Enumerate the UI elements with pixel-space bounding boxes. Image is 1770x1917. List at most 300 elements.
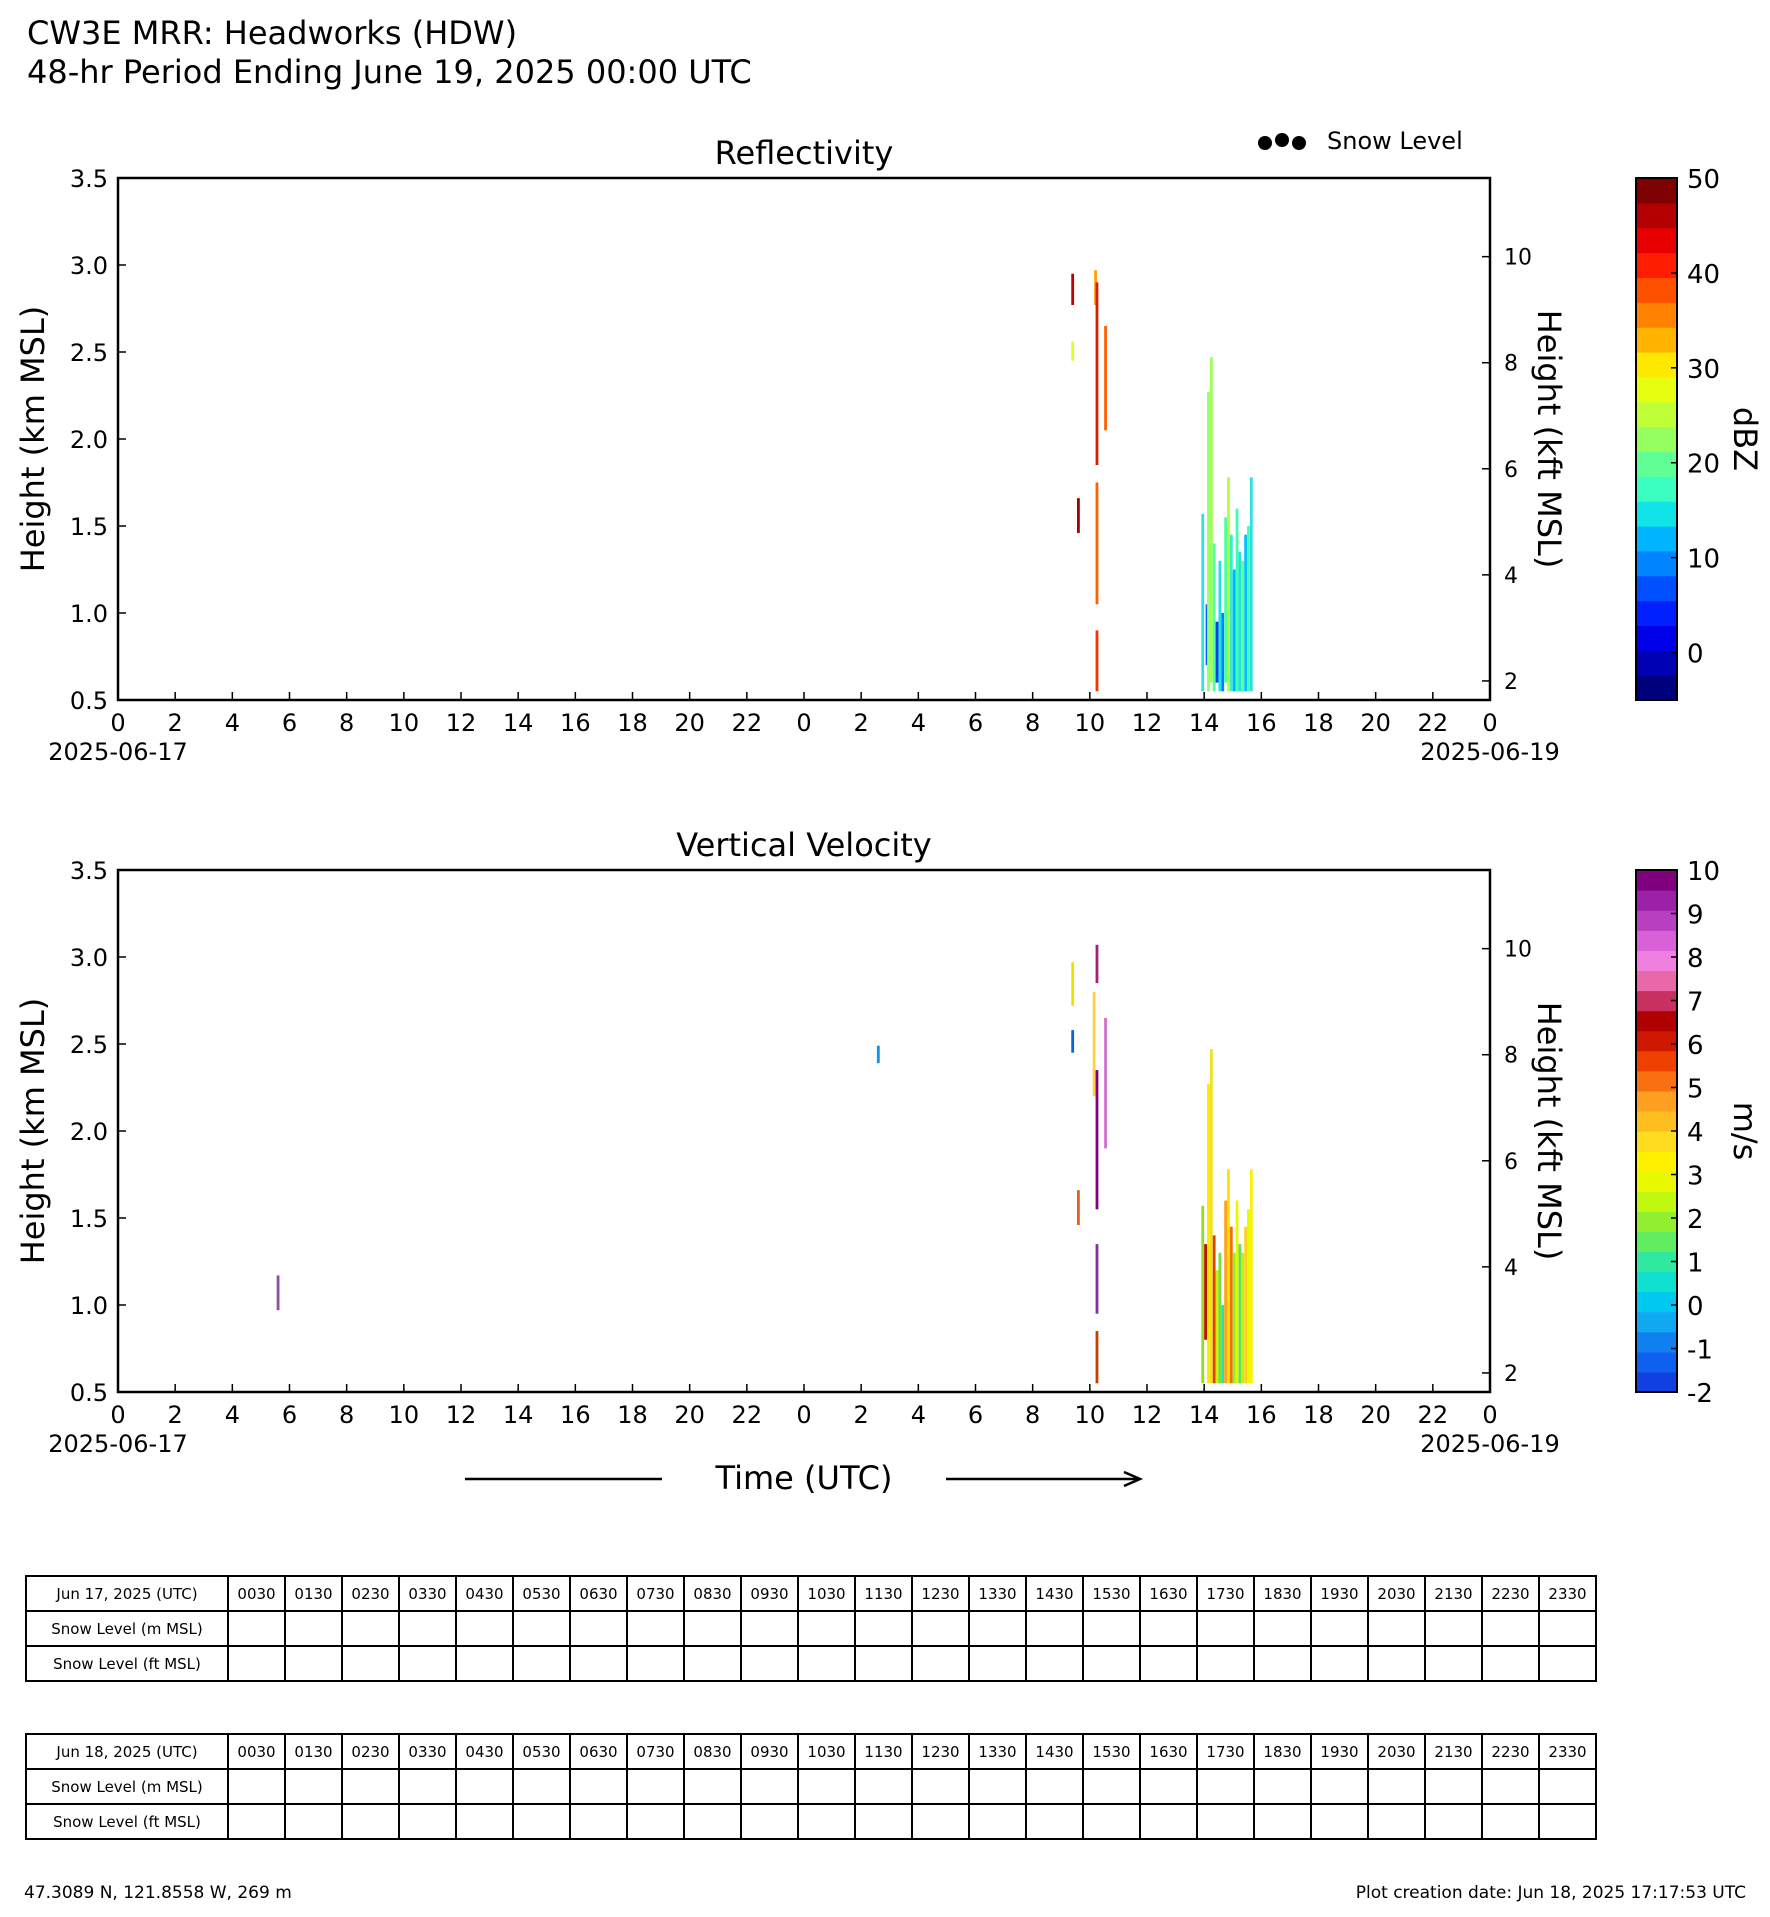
refl-colorbar-band	[1636, 551, 1677, 576]
table-cell	[1539, 1804, 1596, 1839]
vvel-xtick-label: 6	[281, 1401, 298, 1429]
table-cell	[1197, 1646, 1254, 1681]
reflectivity-panel	[14, 134, 1764, 766]
refl-colorbar-tick-label: 0	[1687, 639, 1704, 670]
table-cell	[228, 1769, 285, 1804]
table-cell	[684, 1804, 741, 1839]
refl-ytick-label: 3.5	[69, 165, 108, 193]
snow-level-marker	[1275, 133, 1289, 147]
table-cell	[798, 1611, 855, 1646]
table-cell	[285, 1646, 342, 1681]
vvel-ytick-right-label: 8	[1504, 1043, 1518, 1069]
table-cell	[912, 1646, 969, 1681]
table-time-header: 1530	[1083, 1576, 1140, 1611]
table-time-header: 1730	[1197, 1576, 1254, 1611]
refl-xtick-label: 0	[796, 709, 812, 737]
vvel-colorbar-band	[1636, 970, 1677, 991]
vvel-colorbar-tick-label: 1	[1687, 1248, 1704, 1279]
vvel-colorbar-band	[1636, 1272, 1677, 1293]
vvel-start-date: 2025-06-17	[48, 1430, 188, 1458]
refl-xtick-label: 2	[167, 709, 183, 737]
table-cell	[456, 1646, 513, 1681]
refl-colorbar-band	[1636, 352, 1677, 377]
refl-xtick-label: 0	[1482, 709, 1498, 737]
table-cell	[342, 1769, 399, 1804]
table-cell	[456, 1804, 513, 1839]
vvel-colorbar-band	[1636, 1031, 1677, 1052]
refl-ytick-right-label: 4	[1504, 563, 1518, 589]
table-cell	[1368, 1611, 1425, 1646]
table-cell	[1140, 1646, 1197, 1681]
table-time-header: 0430	[456, 1734, 513, 1769]
vvel-xtick-label: 10	[388, 1401, 420, 1429]
table-cell	[855, 1646, 912, 1681]
refl-echo-segment	[1201, 514, 1204, 691]
table-cell	[741, 1804, 798, 1839]
table-cell	[1083, 1804, 1140, 1839]
vvel-ytick-label: 3.0	[69, 944, 108, 972]
table-cell	[1197, 1611, 1254, 1646]
vvel-colorbar-band	[1636, 1312, 1677, 1333]
vvel-xtick-label: 12	[1131, 1401, 1163, 1429]
vvel-echo-segment	[1213, 1235, 1216, 1383]
refl-colorbar-tick-label: 50	[1687, 165, 1721, 195]
table-cell	[1254, 1769, 1311, 1804]
table-cell	[399, 1646, 456, 1681]
refl-colorbar-band	[1636, 451, 1677, 476]
vvel-panel-title: Vertical Velocity	[676, 826, 932, 864]
table-cell	[1026, 1804, 1083, 1839]
vvel-colorbar-tick-label: -2	[1687, 1379, 1713, 1409]
vvel-ytick-label: 2.0	[69, 1118, 108, 1146]
table-row-label: Snow Level (m MSL)	[26, 1769, 228, 1804]
table-cell	[1254, 1646, 1311, 1681]
vvel-echo-segment	[877, 1046, 880, 1063]
table-cell	[1083, 1611, 1140, 1646]
vvel-colorbar-band	[1636, 1171, 1677, 1192]
refl-colorbar-band	[1636, 576, 1677, 601]
table-cell	[969, 1769, 1026, 1804]
refl-echo-segment	[1250, 477, 1253, 691]
table-cell	[1482, 1646, 1539, 1681]
vvel-echo-segment	[1096, 945, 1099, 983]
snow-level-marker	[1292, 136, 1306, 150]
table-cell	[399, 1769, 456, 1804]
refl-xtick-label: 0	[110, 709, 126, 737]
vvel-ytick-right-label: 2	[1504, 1361, 1518, 1387]
figure-subtitle: 48-hr Period Ending June 19, 2025 00:00 UTC	[27, 53, 752, 91]
vvel-ytick-label: 1.0	[69, 1292, 108, 1320]
vvel-colorbar-band	[1636, 1151, 1677, 1172]
refl-xtick-label: 20	[674, 709, 705, 737]
table-cell	[1140, 1769, 1197, 1804]
table-cell	[1482, 1611, 1539, 1646]
table-cell	[1539, 1769, 1596, 1804]
vvel-xtick-label: 8	[1025, 1401, 1041, 1429]
refl-echo-segment	[1096, 630, 1099, 691]
refl-colorbar-band	[1636, 650, 1677, 675]
refl-end-date: 2025-06-19	[1420, 738, 1560, 766]
vvel-xtick-label: 0	[1482, 1401, 1498, 1429]
vvel-xtick-label: 10	[1074, 1401, 1106, 1429]
vvel-colorbar-tick-label: 0	[1687, 1292, 1704, 1322]
table-time-header: 0030	[228, 1576, 285, 1611]
vvel-echo-segment	[1201, 1206, 1204, 1383]
table-time-header: 0430	[456, 1576, 513, 1611]
refl-ytick-right-label: 6	[1504, 457, 1518, 483]
table-time-header: 1430	[1026, 1734, 1083, 1769]
table-time-header: 2330	[1539, 1734, 1596, 1769]
vvel-colorbar-tick-label: 3	[1687, 1161, 1704, 1192]
table-time-header: 1830	[1254, 1576, 1311, 1611]
table-cell	[1254, 1804, 1311, 1839]
snow-level-legend-label: Snow Level	[1327, 127, 1463, 155]
table-cell	[1368, 1804, 1425, 1839]
refl-colorbar-band	[1636, 675, 1677, 700]
refl-echo-segment	[1241, 561, 1244, 692]
table-time-header: 0730	[627, 1576, 684, 1611]
vvel-end-date: 2025-06-19	[1420, 1430, 1560, 1458]
vvel-colorbar-band	[1636, 1131, 1677, 1152]
refl-colorbar-band	[1636, 302, 1677, 327]
refl-ylabel-left: Height (km MSL)	[14, 305, 52, 573]
table-time-header: 0930	[741, 1734, 798, 1769]
refl-echo-segment	[1224, 517, 1227, 682]
table-time-header: 0330	[399, 1734, 456, 1769]
refl-colorbar-band	[1636, 625, 1677, 650]
vvel-echo-segment	[1236, 1201, 1239, 1384]
table-time-header: 1930	[1311, 1576, 1368, 1611]
table-row	[26, 1611, 1596, 1646]
vvel-colorbar-tick-label: 5	[1687, 1074, 1704, 1105]
vvel-echo-segment	[1077, 1190, 1080, 1225]
table-cell	[1368, 1769, 1425, 1804]
vvel-colorbar-band	[1636, 1191, 1677, 1212]
table-cell	[798, 1804, 855, 1839]
table-time-header: 0230	[342, 1734, 399, 1769]
vvel-colorbar-tick-label: 8	[1687, 944, 1704, 974]
table-cell	[969, 1611, 1026, 1646]
snow-level-table-jun17	[25, 1575, 1597, 1682]
vvel-ylabel-right: Height (kft MSL)	[1530, 1001, 1568, 1261]
vvel-echo-segment	[1227, 1169, 1230, 1383]
vvel-colorbar-tick-label: 7	[1687, 987, 1704, 1018]
table-row	[26, 1804, 1596, 1839]
vvel-ytick-label: 3.5	[69, 857, 108, 885]
refl-xtick-label: 12	[1131, 709, 1163, 737]
table-cell	[1311, 1611, 1368, 1646]
refl-echo-segment	[1233, 570, 1236, 692]
refl-xtick-label: 10	[388, 709, 420, 737]
refl-panel-title: Reflectivity	[714, 134, 894, 172]
vvel-colorbar-band	[1636, 930, 1677, 951]
table-cell	[741, 1769, 798, 1804]
vvel-xtick-label: 18	[617, 1401, 648, 1429]
table-cell	[855, 1769, 912, 1804]
table-cell	[570, 1769, 627, 1804]
vvel-echo-segment	[1071, 1030, 1074, 1053]
refl-ytick-label: 1.5	[69, 513, 108, 541]
table-time-header: 2330	[1539, 1576, 1596, 1611]
table-time-header: 0630	[570, 1734, 627, 1769]
vvel-echo-segment	[1096, 1070, 1099, 1209]
table-cell	[342, 1646, 399, 1681]
vvel-xtick-label: 4	[910, 1401, 926, 1429]
table-time-header: 1230	[912, 1576, 969, 1611]
refl-echo-segment	[1096, 483, 1099, 605]
table-cell	[570, 1611, 627, 1646]
table-time-header: 1030	[798, 1734, 855, 1769]
refl-colorbar-band	[1636, 526, 1677, 551]
table-cell	[456, 1611, 513, 1646]
refl-ytick-label: 2.0	[69, 426, 108, 454]
vvel-echo-segment	[1233, 1253, 1236, 1384]
refl-colorbar-band	[1636, 377, 1677, 402]
vvel-echo-segment	[1247, 1209, 1250, 1383]
vvel-echo-segment	[1218, 1253, 1221, 1384]
refl-colorbar-band	[1636, 327, 1677, 352]
refl-echo-segment	[1227, 477, 1230, 691]
refl-ytick-label: 2.5	[69, 339, 108, 367]
refl-echo-segment	[1216, 622, 1219, 683]
vvel-ytick-label: 0.5	[69, 1379, 108, 1407]
table-cell	[1425, 1646, 1482, 1681]
table-time-header: 0630	[570, 1576, 627, 1611]
vvel-colorbar-label: m/s	[1726, 1101, 1764, 1161]
refl-echo-segment	[1096, 282, 1099, 465]
table-cell	[1482, 1804, 1539, 1839]
table-cell	[456, 1769, 513, 1804]
time-axis-label	[465, 1459, 1140, 1497]
table-cell	[912, 1769, 969, 1804]
table-date-label: Jun 17, 2025 (UTC)	[26, 1576, 228, 1611]
table-time-header: 2230	[1482, 1734, 1539, 1769]
table-cell	[912, 1611, 969, 1646]
refl-xtick-label: 6	[281, 709, 298, 737]
table-time-header: 1030	[798, 1576, 855, 1611]
table-cell	[228, 1611, 285, 1646]
vvel-colorbar-tick-label: 9	[1687, 900, 1704, 931]
refl-colorbar-band	[1636, 277, 1677, 302]
refl-colorbar-tick-label: 30	[1687, 354, 1721, 385]
table-cell	[1539, 1646, 1596, 1681]
table-time-header: 1630	[1140, 1576, 1197, 1611]
table-cell	[1197, 1769, 1254, 1804]
table-cell	[1425, 1769, 1482, 1804]
table-time-header: 1830	[1254, 1734, 1311, 1769]
vvel-echo-segment	[1071, 962, 1074, 1006]
refl-start-date: 2025-06-17	[48, 738, 188, 766]
table-time-header: 1130	[855, 1734, 912, 1769]
table-cell	[399, 1804, 456, 1839]
refl-echo-segment	[1071, 342, 1074, 361]
refl-xtick-label: 18	[1303, 709, 1334, 737]
vvel-xtick-label: 14	[1188, 1401, 1220, 1429]
table-cell	[513, 1646, 570, 1681]
refl-xtick-label: 18	[617, 709, 648, 737]
refl-echo-segment	[1071, 274, 1074, 305]
table-date-label: Jun 18, 2025 (UTC)	[26, 1734, 228, 1769]
table-cell	[1140, 1804, 1197, 1839]
vvel-xtick-label: 16	[1246, 1401, 1277, 1429]
vvel-colorbar-band	[1636, 1372, 1677, 1393]
refl-echo-segment	[1210, 357, 1213, 682]
vvel-xtick-label: 0	[110, 1401, 126, 1429]
vvel-echo-segment	[1224, 1201, 1227, 1384]
vvel-xtick-label: 8	[339, 1401, 355, 1429]
refl-ytick-label: 3.0	[69, 252, 108, 280]
table-time-header: 0830	[684, 1734, 741, 1769]
vvel-colorbar-tick-label: 10	[1687, 857, 1721, 887]
table-cell	[570, 1804, 627, 1839]
vvel-xtick-label: 22	[1417, 1401, 1449, 1429]
table-time-header: 0830	[684, 1576, 741, 1611]
table-cell	[228, 1804, 285, 1839]
table-time-header: 0030	[228, 1734, 285, 1769]
table-cell	[1425, 1804, 1482, 1839]
snow-level-table-jun18	[25, 1733, 1597, 1840]
table-time-header: 0230	[342, 1576, 399, 1611]
table-cell	[1083, 1769, 1140, 1804]
vvel-colorbar-band	[1636, 990, 1677, 1011]
vvel-echo-segment	[277, 1275, 280, 1310]
table-cell	[1539, 1611, 1596, 1646]
refl-xtick-label: 14	[502, 709, 534, 737]
refl-xtick-label: 4	[224, 709, 240, 737]
refl-xtick-label: 12	[445, 709, 477, 737]
vvel-colorbar-band	[1636, 1111, 1677, 1132]
table-time-header: 1330	[969, 1576, 1026, 1611]
refl-xtick-label: 8	[339, 709, 355, 737]
refl-colorbar-band	[1636, 203, 1677, 228]
vvel-ytick-right-label: 10	[1504, 937, 1532, 963]
refl-xtick-label: 16	[1246, 709, 1277, 737]
refl-echo-segment	[1247, 526, 1250, 691]
refl-xtick-label: 16	[560, 709, 591, 737]
vvel-colorbar-band	[1636, 1091, 1677, 1112]
refl-ytick-right-label: 2	[1504, 669, 1518, 695]
table-cell	[1425, 1611, 1482, 1646]
table-time-header: 1930	[1311, 1734, 1368, 1769]
refl-xtick-label: 20	[1360, 709, 1391, 737]
table-cell	[513, 1804, 570, 1839]
snow-level-marker	[1258, 136, 1272, 150]
table-cell	[1083, 1646, 1140, 1681]
table-cell	[798, 1769, 855, 1804]
table-time-header: 0930	[741, 1576, 798, 1611]
vvel-xtick-label: 6	[967, 1401, 984, 1429]
refl-echo-segment	[1236, 509, 1239, 692]
table-cell	[627, 1646, 684, 1681]
vvel-echo-segment	[1207, 1084, 1210, 1383]
vvel-echo-segment	[1230, 1227, 1233, 1384]
table-cell	[285, 1769, 342, 1804]
vvel-echo-segment	[1204, 1244, 1207, 1340]
table-time-header: 0530	[513, 1576, 570, 1611]
refl-xtick-label: 6	[967, 709, 984, 737]
vvel-colorbar-tick-label: 4	[1687, 1118, 1704, 1148]
vvel-echo-segment	[1096, 1244, 1099, 1314]
refl-ylabel-right: Height (kft MSL)	[1530, 309, 1568, 569]
table-cell	[513, 1611, 570, 1646]
table-time-header: 0330	[399, 1576, 456, 1611]
table-cell	[684, 1611, 741, 1646]
table-cell	[285, 1804, 342, 1839]
vvel-colorbar-band	[1636, 890, 1677, 911]
vvel-colorbar-band	[1636, 950, 1677, 971]
table-cell	[969, 1804, 1026, 1839]
vvel-ytick-right-label: 4	[1504, 1255, 1518, 1281]
refl-echo-segment	[1207, 392, 1210, 691]
table-time-header: 2230	[1482, 1576, 1539, 1611]
refl-ytick-right-label: 10	[1504, 245, 1532, 271]
table-cell	[741, 1646, 798, 1681]
vertical-velocity-panel	[14, 826, 1764, 1458]
vvel-colorbar-band	[1636, 1231, 1677, 1252]
vvel-echo-segment	[1210, 1049, 1213, 1383]
plot-creation-date: Plot creation date: Jun 18, 2025 17:17:53 UTC	[1355, 1883, 1746, 1903]
table-time-header: 1730	[1197, 1734, 1254, 1769]
vvel-echo-segment	[1250, 1169, 1253, 1383]
table-time-header: 1630	[1140, 1734, 1197, 1769]
time-axis-title: Time (UTC)	[715, 1459, 893, 1497]
refl-colorbar-band	[1636, 476, 1677, 501]
vvel-colorbar-band	[1636, 1332, 1677, 1353]
vvel-plot-frame	[118, 870, 1490, 1392]
vvel-colorbar-tick-label: -1	[1687, 1335, 1713, 1366]
vvel-xtick-label: 16	[560, 1401, 591, 1429]
table-cell	[684, 1769, 741, 1804]
table-row-label: Snow Level (ft MSL)	[26, 1804, 228, 1839]
table-time-header: 1330	[969, 1734, 1026, 1769]
table-cell	[1254, 1611, 1311, 1646]
table-time-header: 2130	[1425, 1734, 1482, 1769]
vvel-echo-segment	[1244, 1227, 1247, 1384]
table-cell	[741, 1611, 798, 1646]
refl-echo-segment	[1230, 535, 1233, 692]
refl-xtick-label: 8	[1025, 709, 1041, 737]
vvel-echo-segment	[1238, 1244, 1241, 1383]
table-cell	[513, 1769, 570, 1804]
refl-colorbar-tick-label: 20	[1687, 449, 1721, 480]
refl-colorbar-label: dBZ	[1726, 406, 1764, 472]
vvel-colorbar-tick-label: 6	[1687, 1031, 1704, 1061]
vvel-colorbar-band	[1636, 1251, 1677, 1272]
refl-colorbar-tick-label: 10	[1687, 544, 1721, 575]
refl-colorbar-band	[1636, 228, 1677, 253]
table-cell	[342, 1611, 399, 1646]
table-cell	[627, 1804, 684, 1839]
table-time-header: 2030	[1368, 1734, 1425, 1769]
table-cell	[228, 1646, 285, 1681]
vvel-ytick-right-label: 6	[1504, 1149, 1518, 1175]
table-cell	[684, 1646, 741, 1681]
refl-colorbar-band	[1636, 178, 1677, 203]
vvel-xtick-label: 20	[674, 1401, 705, 1429]
table-cell	[1026, 1611, 1083, 1646]
refl-xtick-label: 4	[910, 709, 926, 737]
refl-echo-segment	[1244, 535, 1247, 692]
table-cell	[1026, 1769, 1083, 1804]
refl-colorbar-band	[1636, 427, 1677, 452]
refl-xtick-label: 14	[1188, 709, 1220, 737]
table-row	[26, 1576, 1596, 1611]
vvel-echo-segment	[1241, 1253, 1244, 1384]
vvel-xtick-label: 14	[502, 1401, 534, 1429]
refl-xtick-label: 10	[1074, 709, 1106, 737]
vvel-colorbar-band	[1636, 1011, 1677, 1032]
table-time-header: 1530	[1083, 1734, 1140, 1769]
